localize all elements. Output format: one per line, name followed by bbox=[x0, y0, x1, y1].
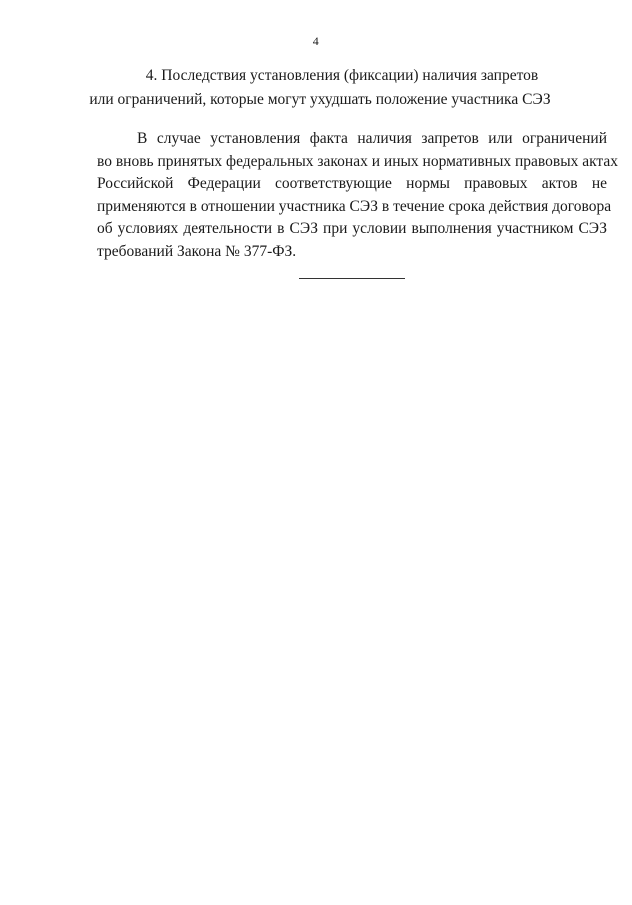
paragraph-line: применяются в отношении участника СЭЗ в течение срока действия договора bbox=[97, 197, 612, 215]
section-heading-line: или ограничений, которые могут ухудшать положение участника СЭЗ bbox=[89, 91, 551, 108]
paragraph-line: Российской Федерации соответствующие нормы правовых актов не bbox=[97, 175, 607, 193]
section-heading-line: 4. Последствия установления (фиксации) наличия запретов bbox=[145, 67, 539, 84]
page-number: 4 bbox=[312, 34, 320, 48]
paragraph-line: В случае установления факта наличия запретов или ограничений bbox=[137, 130, 607, 147]
body-paragraph bbox=[97, 128, 619, 264]
paragraph-line: об условиях деятельности в СЭЗ при условии выполнения участником СЭЗ bbox=[97, 220, 607, 238]
paragraph-line: требований Закона № 377-ФЗ. bbox=[97, 242, 297, 260]
end-divider bbox=[299, 278, 405, 279]
section-heading bbox=[0, 64, 632, 112]
paragraph-line: во вновь принятых федеральных законах и иных нормативных правовых актах bbox=[97, 152, 619, 170]
